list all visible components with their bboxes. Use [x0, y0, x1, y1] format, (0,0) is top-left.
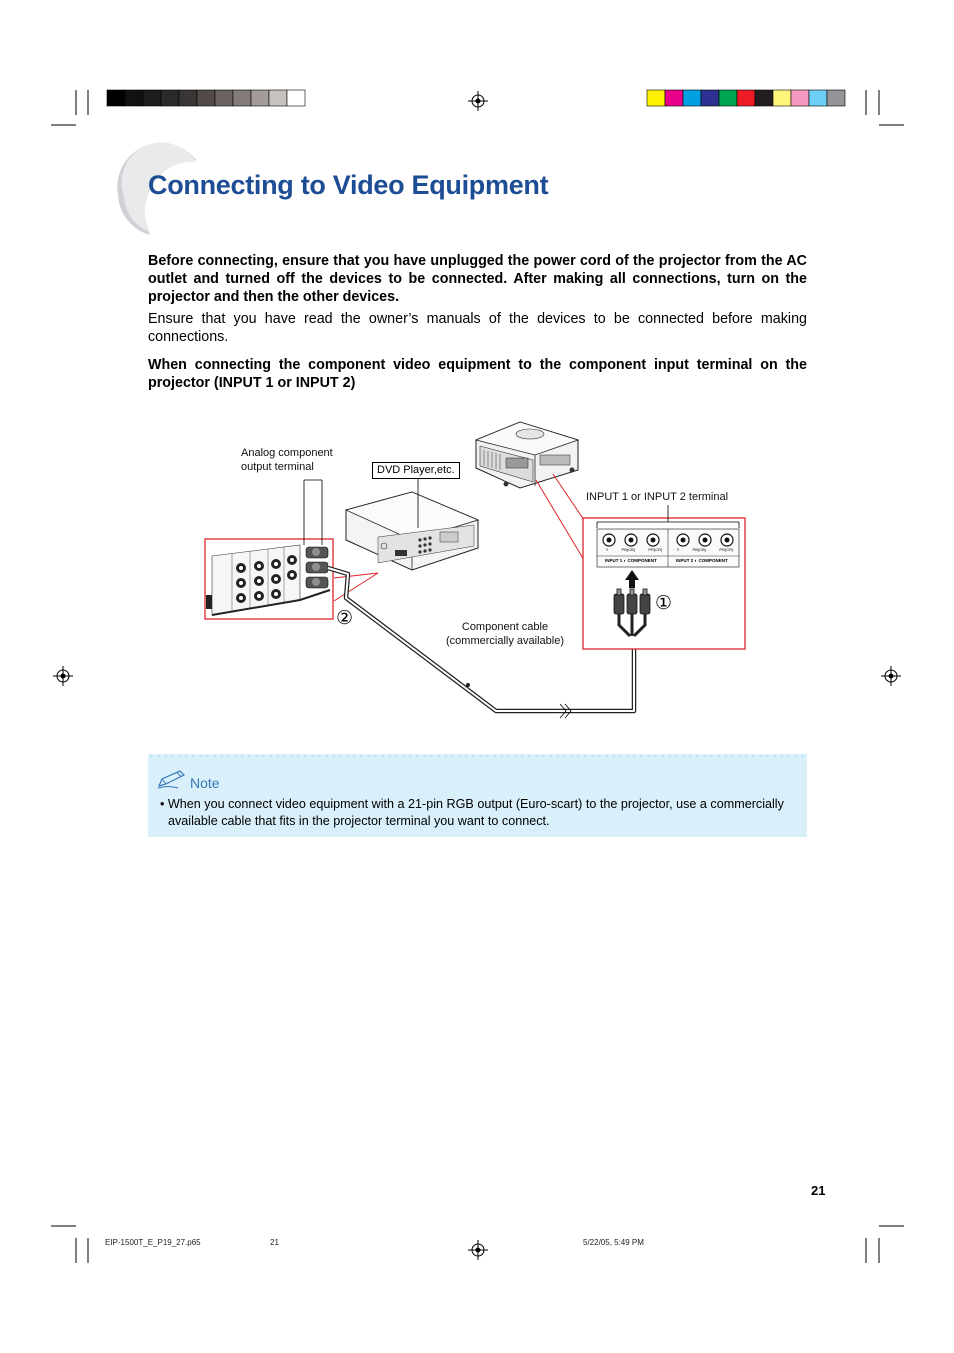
footer-filename: EIP-1500T_E_P19_27.p65	[105, 1238, 201, 1247]
jack-label: PR(CR)	[648, 547, 663, 552]
footer-timestamp: 5/22/05, 5:49 PM	[583, 1238, 644, 1247]
dvd-player-illustration	[346, 492, 478, 570]
input1-jack-labels	[599, 547, 669, 552]
note-title: Note	[190, 775, 220, 791]
pencil-icon	[156, 768, 190, 790]
note-dotted-border	[148, 754, 807, 758]
jack-label: PR(CR)	[719, 547, 734, 552]
projector-illustration	[476, 422, 578, 488]
cable-label-line2: (commercially available)	[446, 635, 564, 647]
jack-label: Y	[676, 547, 680, 552]
analog-output-label-line2: output terminal	[241, 461, 314, 473]
step-1-marker: ①	[655, 593, 673, 614]
section-heading: When connecting the component video equipment to the component input terminal on the projector (INPUT 1 or INPUT 2)	[148, 357, 807, 391]
page-title: Connecting to Video Equipment	[148, 170, 549, 200]
jack-label: Y	[605, 547, 609, 552]
analog-output-label-line1: Analog component	[241, 447, 333, 459]
jack-label: PB(CB)	[621, 547, 636, 552]
step-2-marker: ②	[336, 608, 354, 629]
footer-page: 21	[270, 1238, 279, 1247]
dvd-player-label: DVD Player,etc.	[372, 462, 460, 479]
component-cable-label	[438, 620, 572, 648]
intro-text: Ensure that you have read the owner’s manuals of the devices to be connected before making connections.	[148, 311, 807, 345]
page-number: 21	[811, 1183, 826, 1198]
input2-jack-labels	[670, 547, 740, 552]
input2-group-label: INPUT 2 ◐ COMPONENT	[676, 558, 728, 563]
jack-label: PB(CB)	[692, 547, 707, 552]
intro-warning: Before connecting, ensure that you have unplugged the power cord of the projector from the AC outlet and turned off the devices to be connected. After making all connections, turn on the projector and then the other devices.	[148, 253, 807, 305]
right-plugs	[614, 589, 650, 614]
note-bullet: • When you connect video equipment with a 21-pin RGB output (Euro-scart) to the projector, use a commercially available cable that fits in the projector terminal you want to connect.	[160, 797, 784, 828]
left-plugs	[306, 547, 328, 588]
analog-output-label	[241, 446, 333, 474]
input-terminal-label: INPUT 1 or INPUT 2 terminal	[586, 491, 729, 503]
input1-group-label: INPUT 1 ◐ COMPONENT	[605, 558, 657, 563]
cable-label-line1: Component cable	[461, 621, 549, 633]
